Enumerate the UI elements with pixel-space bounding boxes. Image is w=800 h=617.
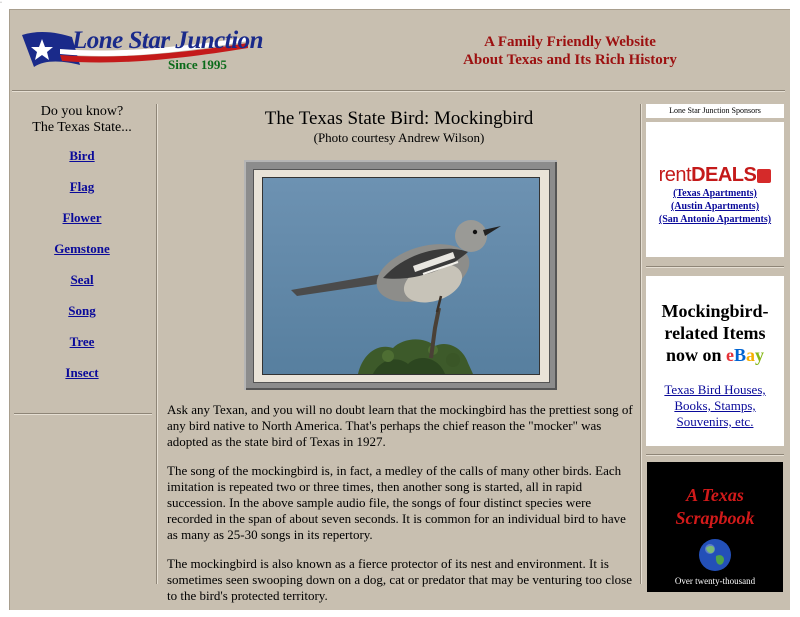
scrapbook-title-line-2: Scrapbook <box>675 508 755 528</box>
ebay-logo-e: e <box>726 345 734 365</box>
nav-link-gemstone[interactable]: Gemstone <box>54 241 110 256</box>
ebay-heading-prefix: now on <box>665 345 726 365</box>
sponsor-ebay[interactable] <box>646 276 784 446</box>
logo-wordmark: Lone Star Junction <box>72 27 264 54</box>
rentdeals-logo-rent: rent <box>658 164 692 186</box>
photo-frame <box>244 160 557 390</box>
sponsor-divider-1 <box>646 266 784 268</box>
ebay-heading-line-3 <box>646 344 784 366</box>
nav-link-flag[interactable]: Flag <box>69 179 95 194</box>
scrapbook-subtitle: Over twenty-thousand <box>674 576 756 586</box>
sponsor-divider-2 <box>646 454 784 456</box>
nav-intro <box>12 104 152 136</box>
ebay-heading-line-2: related Items <box>664 323 766 343</box>
nav-bottom-divider <box>14 413 152 415</box>
nav-link-flower[interactable]: Flower <box>62 210 102 225</box>
header-divider <box>12 90 785 92</box>
photo-credit: (Photo courtesy Andrew Wilson) <box>313 130 485 145</box>
nav-link-insect[interactable]: Insect <box>65 365 99 380</box>
ebay-logo[interactable] <box>726 345 764 365</box>
logo-since: Since 1995 <box>168 57 227 72</box>
tagline-line-2: About Texas and Its Rich History <box>463 52 677 68</box>
left-column-divider <box>156 104 158 584</box>
scrapbook-title-line-1: A Texas <box>686 485 744 505</box>
main-content <box>165 108 633 603</box>
texas-scrapbook-banner[interactable] <box>647 462 783 592</box>
nav-intro-line-1: Do you know? <box>40 104 124 119</box>
article-body <box>167 402 637 617</box>
photo-mat <box>253 169 550 383</box>
right-column-divider <box>640 104 642 584</box>
paragraph-1: Ask any Texan, and you will no doubt learn that the mockingbird has the prettiest song of any bird native to North America. That's perhaps the chief reason the "mocker" was adopted as the state bird of Texas in 1927. <box>167 402 633 449</box>
site-logo[interactable] <box>20 25 264 75</box>
scrapbook-title <box>647 484 783 530</box>
ebay-heading <box>646 300 784 366</box>
page-title: The Texas State Bird: Mockingbird <box>264 108 534 129</box>
left-nav <box>12 104 152 381</box>
ebay-logo-b: B <box>734 345 747 365</box>
link-texas-apartments[interactable]: (Texas Apartments) <box>673 188 757 199</box>
ebay-logo-y: y <box>755 345 765 365</box>
globe-icon <box>698 538 732 572</box>
sponsors-heading: Lone Star Junction Sponsors <box>646 104 784 118</box>
paragraph-3: The mockingbird is also known as a fierce protector of its nest and environment. It is sometimes seen swooping down on a dog, cat or predator that may be venturing too close to the bird's protected territory. <box>167 556 633 603</box>
nav-link-seal[interactable]: Seal <box>70 272 94 287</box>
mockingbird-image <box>263 178 539 374</box>
rentdeals-logo[interactable] <box>646 164 784 187</box>
corner-mark: · <box>0 0 2 6</box>
rentdeals-logo-deals: DEALS <box>691 164 757 186</box>
nav-link-bird[interactable]: Bird <box>69 148 95 163</box>
nav-intro-line-2: The Texas State... <box>32 120 132 135</box>
ebay-link-2[interactable]: Books, Stamps, <box>674 398 756 413</box>
ebay-link-3[interactable]: Souvenirs, etc. <box>676 414 754 429</box>
tagline-line-1: A Family Friendly Website <box>484 34 656 50</box>
link-austin-apartments[interactable]: (Austin Apartments) <box>670 201 760 212</box>
nav-link-tree[interactable]: Tree <box>69 334 95 349</box>
price-tag-icon <box>757 169 771 183</box>
sponsor-rentdeals[interactable] <box>646 122 784 257</box>
nav-link-song[interactable]: Song <box>68 303 96 318</box>
mockingbird-photo[interactable] <box>262 177 540 375</box>
ebay-links <box>646 382 784 430</box>
site-tagline <box>440 33 700 69</box>
paragraph-2: The song of the mockingbird is, in fact, a medley of the calls of many other birds. Each imitation is repeated two or three times, then another song is started, all in rapid succession. In the above sample audio file, the songs of four distinct species were recorded in the span of about seven seconds. It is common for an individual bird to have as many as 25-30 songs in its repertory. <box>167 463 626 542</box>
ebay-logo-a: a <box>746 345 756 365</box>
link-san-antonio-apartments[interactable]: (San Antonio Apartments) <box>658 214 772 225</box>
ebay-heading-line-1: Mockingbird- <box>661 301 769 321</box>
ebay-link-1[interactable]: Texas Bird Houses, <box>664 382 766 397</box>
